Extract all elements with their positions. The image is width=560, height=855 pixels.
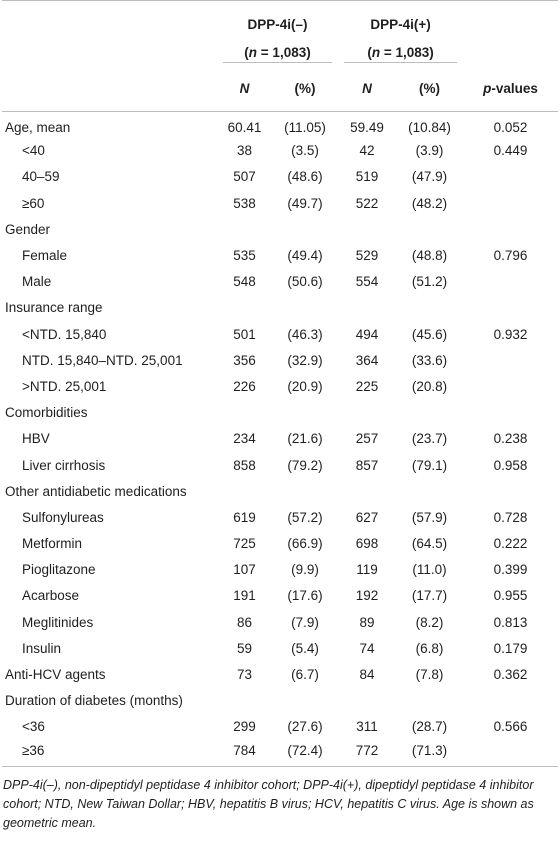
group1-n-cell: 299 — [233, 719, 256, 735]
pvalue-cell — [463, 740, 558, 766]
row-label: Gender — [5, 221, 51, 237]
pvalue-cell — [463, 478, 558, 504]
group1-n-cell — [217, 295, 272, 321]
group1-pct-cell — [272, 478, 338, 504]
group2-n-cell: 74 — [359, 640, 375, 656]
group2-n-cell — [338, 688, 396, 714]
row-label: 40–59 — [22, 169, 60, 185]
pvalue-cell — [463, 269, 558, 295]
group2-n-cell: 192 — [355, 588, 379, 604]
pvalue-cell — [463, 190, 558, 216]
group2-n-cell — [338, 400, 396, 426]
group2-pct-cell: (17.7) — [411, 588, 448, 604]
group1-pct-cell: (32.9) — [287, 352, 323, 368]
table-row — [2, 321, 558, 347]
group2-n-cell: 225 — [355, 378, 379, 394]
row-label: Duration of diabetes (months) — [5, 693, 183, 709]
table-row — [2, 269, 558, 295]
pvalue-cell — [463, 295, 558, 321]
header-blank — [2, 1, 217, 40]
group2-pct-cell: (8.2) — [415, 614, 444, 630]
group2-pct-cell: (48.2) — [411, 195, 448, 211]
header-row-n — [2, 39, 558, 65]
header-blank — [2, 39, 217, 65]
group2-pct-cell: (64.5) — [411, 536, 448, 552]
group2-n-cell — [338, 216, 396, 242]
group1-pct-cell: (49.4) — [287, 248, 323, 264]
group1-pct-cell: (46.3) — [287, 326, 323, 342]
group1-pct-cell: (9.9) — [291, 562, 319, 578]
table-row — [2, 216, 558, 242]
pvalue-cell — [463, 347, 558, 373]
group1-pct-cell: (6.7) — [291, 667, 319, 683]
row-label: Acarbose — [22, 588, 80, 604]
row-label: Male — [22, 274, 52, 290]
row-label: Comorbidities — [5, 405, 88, 421]
pvalue-cell — [463, 164, 558, 190]
row-label: NTD. 15,840–NTD. 25,001 — [22, 352, 183, 368]
group1-n-cell: 619 — [233, 509, 256, 525]
table-row — [2, 583, 558, 609]
group2-pct-cell: (7.8) — [415, 667, 444, 683]
row-label: HBV — [22, 431, 50, 447]
col-n-header: N — [338, 65, 396, 112]
group2-pct-cell: (28.7) — [411, 719, 448, 735]
n-symbol: n — [248, 44, 258, 60]
table-row — [2, 400, 558, 426]
table-row — [2, 190, 558, 216]
table-row — [2, 688, 558, 714]
table-body — [2, 112, 558, 767]
table-row — [2, 138, 558, 164]
group2-n-cell: 857 — [355, 457, 379, 473]
group1-pct-cell — [272, 295, 338, 321]
group1-pct-cell — [272, 400, 338, 426]
header-blank — [463, 1, 558, 40]
group2-n-cell: 42 — [359, 143, 375, 159]
group1-pct-cell: (21.6) — [287, 431, 323, 447]
table-row — [2, 531, 558, 557]
group1-n-cell: 784 — [217, 740, 272, 766]
group1-pct-cell: (5.4) — [291, 640, 319, 656]
group1-n-cell — [217, 688, 272, 714]
group2-n-cell: 257 — [355, 431, 379, 447]
col-pvalue-header — [463, 65, 558, 112]
pvalue-cell: 0.052 — [493, 120, 528, 136]
group2-pct-cell: (33.6) — [411, 352, 448, 368]
table-row — [2, 478, 558, 504]
table-row — [2, 609, 558, 635]
group1-pct-cell: (27.6) — [287, 719, 323, 735]
table-row — [2, 557, 558, 583]
group2-n-cell: 364 — [355, 352, 379, 368]
group2-n-cell: 698 — [355, 536, 379, 552]
table-row — [2, 112, 558, 138]
group2-header: DPP-4i(+) — [370, 16, 431, 32]
group2-n-cell — [338, 295, 396, 321]
group1-n-value: = 1,083) — [257, 44, 311, 60]
row-label: Age, mean — [5, 120, 71, 136]
group2-n-cell: 522 — [355, 195, 379, 211]
table-row — [2, 295, 558, 321]
pvalue-cell: 0.958 — [493, 457, 528, 473]
group2-pct-cell — [396, 688, 463, 714]
group1-pct-cell: (17.6) — [287, 588, 323, 604]
row-label: Sulfonylureas — [22, 509, 104, 525]
group2-n-cell: 59.49 — [350, 120, 384, 136]
group2-pct-cell: (20.8) — [411, 378, 448, 394]
group2-pct-cell: (10.84) — [408, 120, 451, 136]
row-label: >NTD. 25,001 — [22, 378, 107, 394]
header-blank — [463, 39, 558, 65]
row-label: ≥36 — [2, 740, 217, 766]
group1-n-cell: 191 — [233, 588, 256, 604]
group1-n-cell: 38 — [236, 143, 253, 159]
group2-n-cell: 119 — [356, 562, 378, 578]
group2-n-cell: 554 — [355, 274, 379, 290]
pvalue-cell — [463, 216, 558, 242]
pvalue-cell: 0.238 — [493, 431, 528, 447]
table-row — [2, 635, 558, 661]
header-row-columns — [2, 65, 558, 112]
col-pct-header: (%) — [272, 65, 338, 112]
row-label: Pioglitazone — [22, 562, 96, 578]
group1-pct-cell: (49.7) — [287, 195, 323, 211]
p-symbol: p — [483, 80, 492, 96]
group2-n-cell: 84 — [359, 667, 375, 683]
table-row — [2, 164, 558, 190]
row-label: <40 — [22, 143, 45, 159]
group1-n-cell: 73 — [236, 667, 253, 683]
group2-pct-cell: (6.8) — [415, 640, 444, 656]
group1-n-cell: 507 — [233, 169, 256, 185]
group2-pct-cell: (57.9) — [411, 509, 448, 525]
header-blank — [2, 65, 217, 112]
group1-n-cell: 535 — [233, 248, 256, 264]
row-label: Insulin — [22, 640, 62, 656]
table-footnote: DPP-4i(–), non-dipeptidyl peptidase 4 inhibitor cohort; DPP-4i(+), dipeptidyl peptidase 4 inhibitor cohort; NTD, New Taiwan Dollar; HBV, hepatitis B virus; HCV, hepatitis C virus. Age is shown as geometric mean. — [3, 777, 534, 830]
group2-pct-cell — [396, 295, 463, 321]
pvalue-cell: 0.728 — [493, 509, 528, 525]
group2-n-cell: 772 — [338, 740, 396, 766]
group1-n-cell: 356 — [233, 352, 256, 368]
group2-pct-cell — [396, 216, 463, 242]
table-row — [2, 714, 558, 740]
group1-pct-cell: (3.5) — [291, 143, 319, 159]
group2-n-cell: 627 — [355, 509, 379, 525]
group2-n-cell: 494 — [355, 326, 379, 342]
group2-pct-cell: (48.8) — [411, 248, 448, 264]
group2-n-cell: 529 — [355, 248, 379, 264]
baseline-characteristics-table — [2, 0, 558, 767]
group1-pct-cell: (50.6) — [287, 274, 323, 290]
pvalue-suffix: -values — [491, 80, 538, 96]
group1-pct-cell: (79.2) — [287, 457, 323, 473]
pvalue-cell: 0.796 — [493, 248, 528, 264]
table-row — [2, 347, 558, 373]
group2-pct-cell — [396, 400, 463, 426]
group1-pct-cell: (66.9) — [287, 536, 323, 552]
group2-n-cell: 89 — [359, 614, 375, 630]
pvalue-cell — [463, 373, 558, 399]
group1-n-cell — [217, 478, 272, 504]
group2-n-cell — [338, 478, 396, 504]
col-n-header: N — [217, 65, 272, 112]
group1-n-cell: 86 — [236, 614, 253, 630]
table-row — [2, 740, 558, 766]
pvalue-cell — [463, 688, 558, 714]
pvalue-cell: 0.932 — [493, 326, 528, 342]
table-row — [2, 452, 558, 478]
group1-header: DPP-4i(–) — [247, 16, 308, 32]
table-row — [2, 373, 558, 399]
group1-pct-cell: (7.9) — [291, 614, 319, 630]
group2-pct-cell: (79.1) — [411, 457, 448, 473]
group2-pct-cell: (3.9) — [415, 143, 444, 159]
group1-n-cell: 234 — [233, 431, 256, 447]
pvalue-cell — [463, 400, 558, 426]
row-label: Meglitinides — [22, 614, 94, 630]
group1-n-cell: 107 — [233, 562, 256, 578]
group1-pct-cell: (48.6) — [287, 169, 323, 185]
group2-pct-cell: (71.3) — [396, 740, 463, 766]
group1-pct-cell: (72.4) — [272, 740, 338, 766]
group1-n-cell: 725 — [233, 536, 256, 552]
pvalue-cell: 0.566 — [493, 719, 528, 735]
group1-pct-cell — [272, 688, 338, 714]
row-label: Other antidiabetic medications — [5, 483, 187, 499]
group2-pct-cell: (51.2) — [411, 274, 448, 290]
group1-n-cell: 548 — [233, 274, 256, 290]
pvalue-cell: 0.813 — [493, 614, 528, 630]
group1-pct-cell — [272, 216, 338, 242]
group2-pct-cell: (45.6) — [411, 326, 448, 342]
row-label: Metformin — [22, 536, 83, 552]
group1-n-cell: 501 — [233, 326, 256, 342]
group1-n-cell: 538 — [233, 195, 256, 211]
group1-n-cell — [217, 400, 272, 426]
row-label: <36 — [22, 719, 45, 735]
group2-n-cell: 519 — [355, 169, 379, 185]
group1-n-cell: 858 — [233, 457, 256, 473]
pvalue-cell: 0.222 — [493, 536, 528, 552]
table-row — [2, 242, 558, 268]
group1-n-cell: 59 — [236, 640, 253, 656]
n-symbol: n — [371, 44, 381, 60]
row-label: <NTD. 15,840 — [22, 326, 107, 342]
group2-n-value: = 1,083) — [380, 44, 434, 60]
group1-n-header: (n = 1,083) — [217, 39, 338, 65]
pvalue-cell: 0.399 — [493, 562, 528, 578]
group1-n-cell — [217, 216, 272, 242]
group2-pct-cell — [396, 478, 463, 504]
group1-pct-cell: (11.05) — [284, 120, 326, 136]
group2-n-cell: 311 — [356, 719, 378, 735]
table-row — [2, 661, 558, 687]
pvalue-cell: 0.955 — [493, 588, 528, 604]
group2-pct-cell: (23.7) — [411, 431, 448, 447]
row-label: Anti-HCV agents — [5, 667, 106, 683]
group2-n-header: (n = 1,083) — [338, 39, 463, 65]
row-label: ≥60 — [22, 195, 45, 211]
group1-n-cell: 60.41 — [227, 120, 262, 136]
header-row-groups — [2, 1, 558, 40]
group1-n-cell: 226 — [233, 378, 256, 394]
table-row — [2, 504, 558, 530]
pvalue-cell: 0.179 — [493, 640, 528, 656]
pvalue-cell: 0.449 — [493, 143, 528, 159]
row-label: Insurance range — [5, 300, 103, 316]
col-pct-header: (%) — [396, 65, 463, 112]
row-label: Liver cirrhosis — [22, 457, 106, 473]
group1-pct-cell: (20.9) — [287, 378, 323, 394]
group2-pct-cell: (47.9) — [411, 169, 448, 185]
row-label: Female — [22, 248, 68, 264]
table-row — [2, 426, 558, 452]
group1-pct-cell: (57.2) — [287, 509, 323, 525]
group2-pct-cell: (11.0) — [412, 562, 447, 578]
pvalue-cell: 0.362 — [493, 667, 528, 683]
